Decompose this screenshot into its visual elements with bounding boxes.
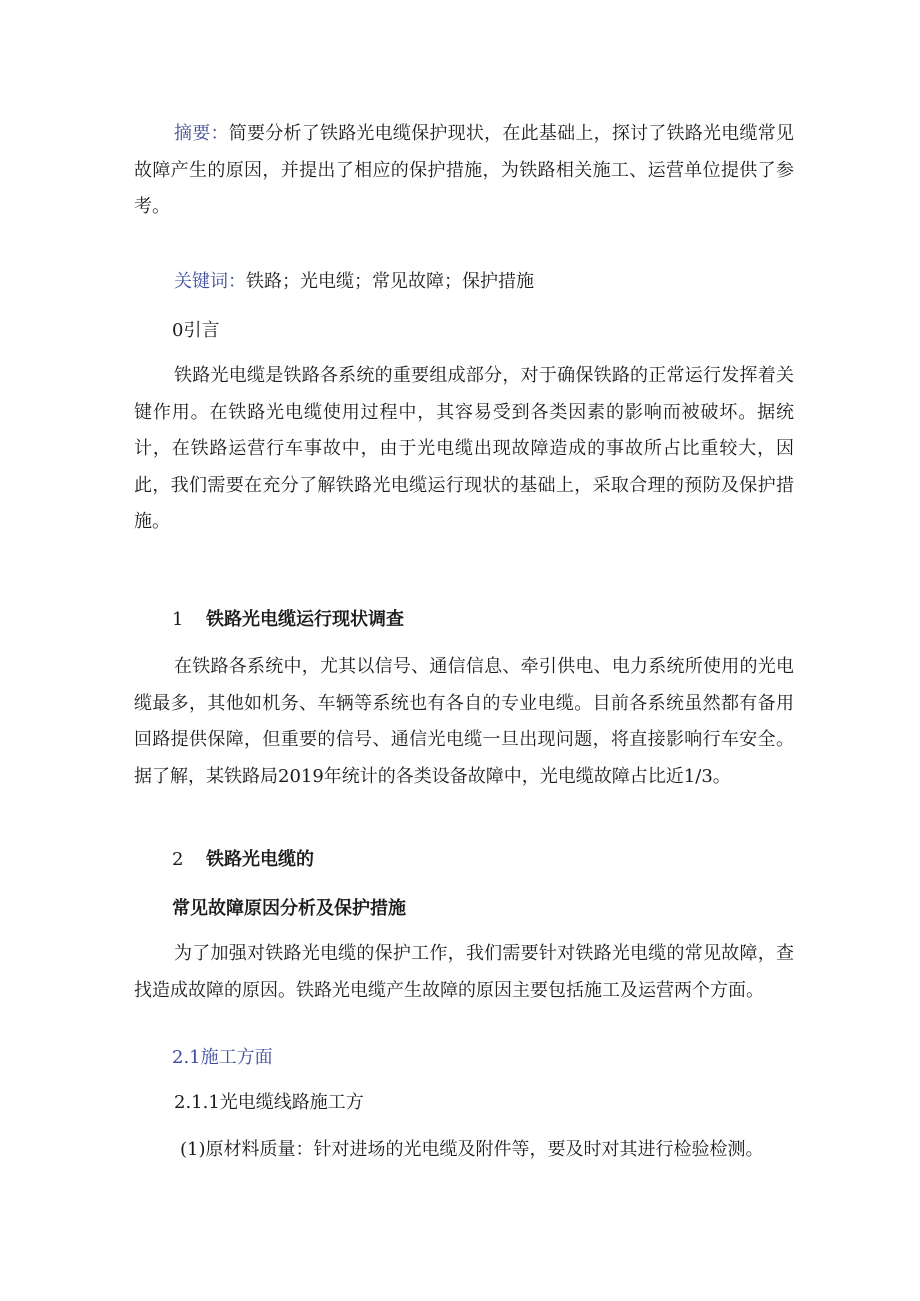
section-1-heading xyxy=(172,605,404,631)
section-2-paragraph: 为了加强对铁路光电缆的保护工作，我们需要针对铁路光电缆的常见故障，查找造成故障的原因。铁路光电缆产生故障的原因主要包括施工及运营两个方面。 xyxy=(134,943,794,1001)
intro-heading: 0引言 xyxy=(172,320,220,341)
section-1-title: 铁路光电缆运行现状调查 xyxy=(206,609,404,630)
section-2-1-1-heading: 2.1.1光电缆线路施工方 xyxy=(174,1092,364,1113)
section-2-title-line2: 常见故障原因分析及保护措施 xyxy=(172,898,406,919)
section-1-number: 1 xyxy=(172,609,184,630)
section-2-number: 2 xyxy=(172,849,184,870)
section-2-heading xyxy=(172,845,314,871)
abstract-paragraph xyxy=(134,116,794,226)
intro-paragraph: 铁路光电缆是铁路各系统的重要组成部分，对于确保铁路的正常运行发挥着关键作用。在铁路光电缆使用过程中，其容易受到各类因素的影响而被破坏。据统计，在铁路运营行车事故中，由于光电缆出现故障造成的事故所占比重较大，因此，我们需要在充分了解铁路光电缆运行现状的基础上，采取合理的预防及保护措施。 xyxy=(134,365,794,532)
keywords-line xyxy=(174,267,534,293)
section-1-paragraph: 在铁路各系统中，尤其以信号、通信信息、牵引供电、电力系统所使用的光电缆最多，其他如机务、车辆等系统也有各自的专业电缆。目前各系统虽然都有备用回路提供保障，但重要的信号、通信光电缆一旦出现问题，将直接影响行车安全。据了解，某铁路局2019年统计的各类设备故障中，光电缆故障占比近1/3。 xyxy=(134,656,794,787)
section-2-title-line1: 铁路光电缆的 xyxy=(206,849,314,870)
keywords-text: 铁路；光电缆；常见故障；保护措施 xyxy=(246,271,534,292)
item-1-text: (1)原材料质量：针对进场的光电缆及附件等，要及时对其进行检验检测。 xyxy=(180,1139,764,1160)
abstract-label: 摘要： xyxy=(174,123,229,144)
keywords-label: 关键词： xyxy=(174,271,246,292)
section-2-1-heading: 2.1施工方面 xyxy=(172,1047,273,1068)
abstract-text: 简要分析了铁路光电缆保护现状，在此基础上，探讨了铁路光电缆常见故障产生的原因，并提出了相应的保护措施，为铁路相关施工、运营单位提供了参考。 xyxy=(134,123,795,217)
